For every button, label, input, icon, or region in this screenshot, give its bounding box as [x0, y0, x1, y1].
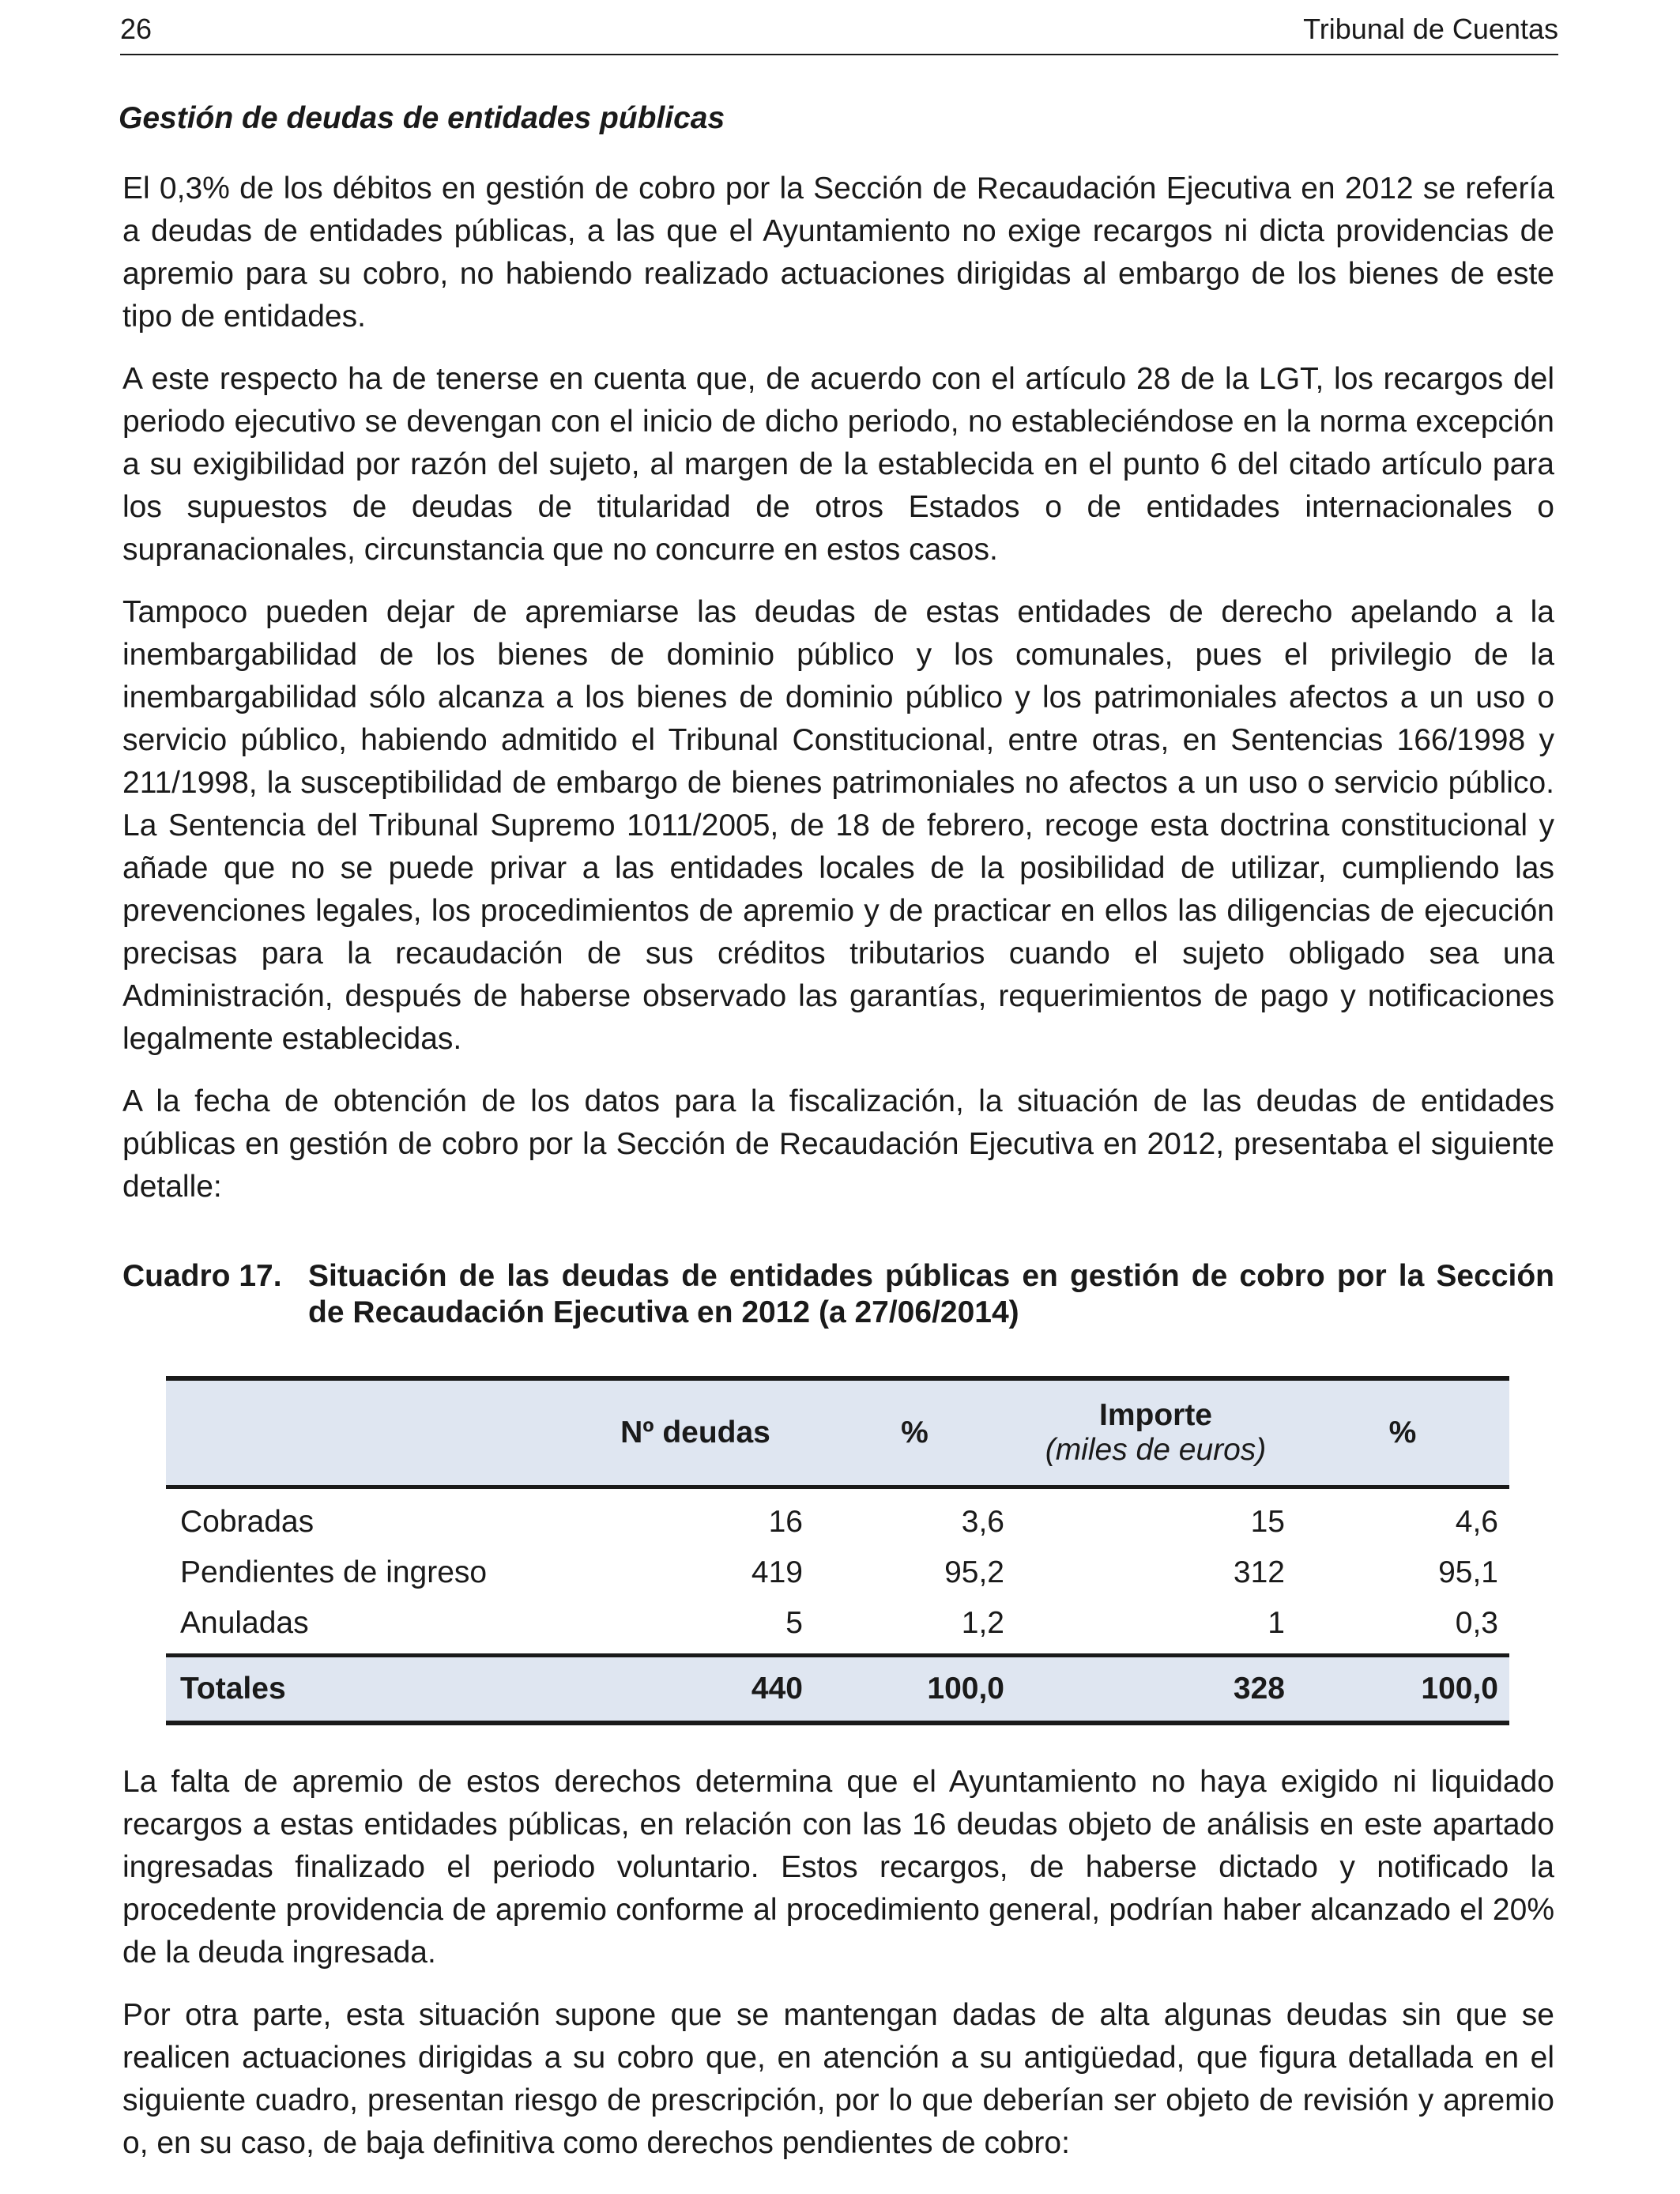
row-label: Anuladas	[180, 1606, 309, 1640]
caption-label: Cuadro 17.	[122, 1259, 282, 1293]
running-title: Tribunal de Cuentas	[1303, 13, 1558, 45]
cell-pct-deudas: 95,2	[944, 1555, 1004, 1589]
table-row	[166, 1487, 1509, 1548]
caption-text: Situación de las deudas de entidades públicas en gestión de cobro por la Sección de Recaudación Ejecutiva en 2012 (a 27/06/2014)	[308, 1259, 1554, 1329]
row-label: Cobradas	[180, 1505, 315, 1539]
table-header-row	[166, 1378, 1509, 1487]
total-pct-deudas: 100,0	[814, 1656, 1015, 1724]
paragraph: La falta de apremio de estos derechos determina que el Ayuntamiento no haya exigido ni liquidado recargos a estas entidades públicas, en relación con las 16 deudas objeto de análisis en este apartado ingresadas finalizado el periodo voluntario. Estos recargos, de haberse dictado y notificado la procedente providencia de apremio conforme al procedimiento general, podrían haber alcanzado el 20% de la deuda ingresada.	[122, 1765, 1554, 1970]
section-title: Gestión de deudas de entidades públicas	[119, 101, 725, 135]
debt-status-table	[166, 1376, 1509, 1725]
total-importe: 328	[1015, 1656, 1296, 1724]
page-number: 26	[120, 13, 153, 45]
paragraph: A la fecha de obtención de los datos para la fiscalización, la situación de las deudas de entidades públicas en gestión de cobro por la Sección de Recaudación Ejecutiva en 2012, presentaba el siguiente detalle:	[122, 1084, 1554, 1204]
cell-importe: 15	[1250, 1505, 1285, 1539]
body-text-after-table	[122, 1761, 1554, 2185]
total-pct-importe: 100,0	[1296, 1656, 1509, 1724]
cell-importe: 1	[1268, 1606, 1285, 1640]
header-importe-label: Importe	[1098, 1398, 1212, 1432]
table-caption	[122, 1258, 1554, 1331]
page-header	[120, 13, 1558, 55]
header-empty	[166, 1378, 577, 1487]
header-num-deudas: Nº deudas	[577, 1378, 814, 1487]
cell-deudas: 419	[751, 1555, 803, 1589]
header-importe-unit: (miles de euros)	[1045, 1433, 1267, 1467]
row-label: Pendientes de ingreso	[180, 1555, 488, 1589]
cell-importe: 312	[1233, 1555, 1285, 1589]
paragraph: A este respecto ha de tenerse en cuenta que, de acuerdo con el artículo 28 de la LGT, los recargos del periodo ejecutivo se devengan con el inicio de dicho periodo, no estableciéndose en la norma excepción a su exigibilidad por razón del sujeto, al margen de la establecida en el punto 6 del citado artículo para los supuestos de deudas de titularidad de otros Estados o de entidades internacionales o supranacionales, circunstancia que no concurre en estos casos.	[122, 362, 1554, 567]
paragraph: El 0,3% de los débitos en gestión de cobro por la Sección de Recaudación Ejecutiva en 2012 se refería a deudas de entidades públicas, a las que el Ayuntamiento no exige recargos ni dicta providencias de apremio para su cobro, no habiendo realizado actuaciones dirigidas al embargo de los bienes de este tipo de entidades.	[122, 172, 1554, 334]
paragraph: Por otra parte, esta situación supone que se mantengan dadas de alta algunas deudas sin que se realicen actuaciones dirigidas a su cobro que, en atención a su antigüedad, que figura detallada en el siguiente cuadro, presentan riesgo de prescripción, por lo que deberían ser objeto de revisión y apremio o, en su caso, de baja definitiva como derechos pendientes de cobro:	[122, 1998, 1554, 2160]
paragraph: Tampoco pueden dejar de apremiarse las deudas de estas entidades de derecho apelando a la inembargabilidad de los bienes de dominio público y los comunales, pues el privilegio de la inembargabilidad sólo alcanza a los bienes de dominio público y los patrimoniales afectos a un uso o servicio público, habiendo admitido el Tribunal Constitucional, entre otras, en Sentencias 166/1998 y 211/1998, la susceptibilidad de embargo de bienes patrimoniales no afectos a un uso o servicio público. La Sentencia del Tribunal Supremo 1011/2005, de 18 de febrero, recoge esta doctrina constitucional y añade que no se puede privar a las entidades locales de la posibilidad de utilizar, cumpliendo las prevenciones legales, los procedimientos de apremio y de practicar en ellos las diligencias de ejecución precisas para la recaudación de sus créditos tributarios cuando el sujeto obligado sea una Administración, después de haberse observado las garantías, requerimientos de pago y notificaciones legalmente establecidas.	[122, 595, 1554, 1056]
header-pct-importe: %	[1296, 1378, 1509, 1487]
totals-row	[166, 1656, 1509, 1724]
cell-pct-importe: 95,1	[1438, 1555, 1498, 1589]
header-pct-deudas: %	[814, 1378, 1015, 1487]
cell-pct-importe: 4,6	[1455, 1505, 1498, 1539]
data-table	[166, 1376, 1509, 1725]
cell-deudas: 5	[785, 1606, 803, 1640]
table-row	[166, 1547, 1509, 1598]
header-importe	[1015, 1378, 1296, 1487]
cell-pct-deudas: 1,2	[961, 1606, 1004, 1640]
total-deudas: 440	[577, 1656, 814, 1724]
body-text-before-table	[122, 168, 1554, 1228]
totals-label: Totales	[166, 1656, 577, 1724]
cell-pct-deudas: 3,6	[961, 1505, 1004, 1539]
table-row	[166, 1598, 1509, 1656]
cell-pct-importe: 0,3	[1455, 1606, 1498, 1640]
cell-deudas: 16	[768, 1505, 803, 1539]
